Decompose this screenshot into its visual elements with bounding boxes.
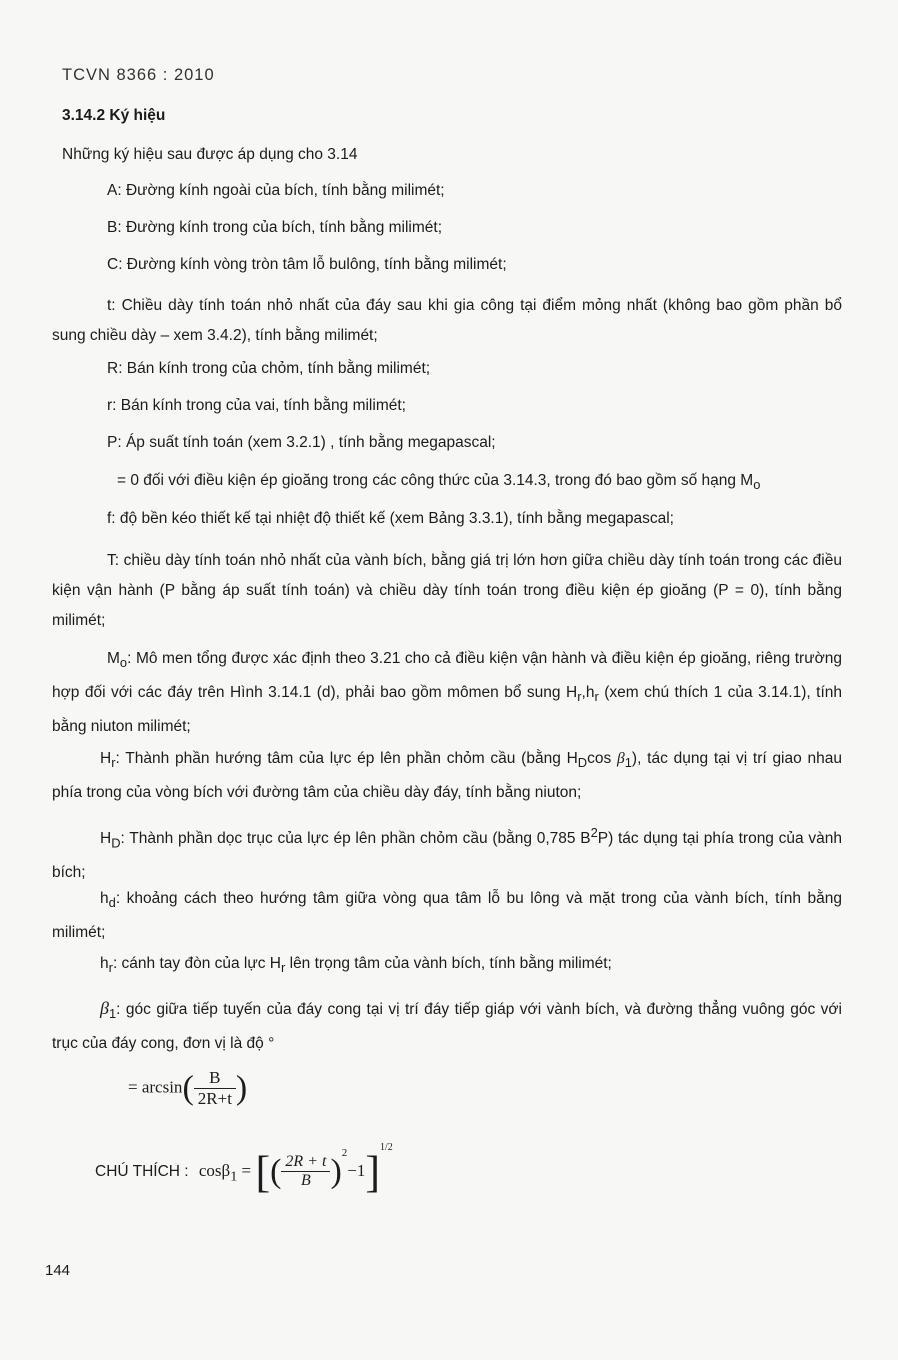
symbol-P: P: Áp suất tính toán (xem 3.2.1) , tính bằng megapascal;: [107, 434, 496, 451]
symbol-HD: $H_D$: Thành phần dọc trục của lực ép lên phần chỏm cầu (bằng 0,785 $B^2P$) tác dụng tại phía trong của vành bích;: [52, 825, 842, 882]
symbol-T: T: chiều dày tính toán nhỏ nhất của vành bích, bằng giá trị lớn hơn giữa chiều dày tính toán trong các điều kiện vận hành (P bằng áp suất tính toán) và chiều dày tính toán trong điều kiện ép gioăng (P = 0), tính bằng milimét;: [52, 552, 842, 629]
section-title: 3.14.2 Ký hiệu: [62, 107, 166, 124]
symbol-t: t: Chiều dày tính toán nhỏ nhất của đáy sau khi gia công tại điểm mỏng nhất (không bao gồm phần bổ sung chiều dày – xem 3.4.2), tính bằng milimét;: [52, 297, 842, 344]
symbol-R: R: Bán kính trong của chỏm, tính bằng milimét;: [107, 360, 431, 377]
intro-text: Những ký hiệu sau được áp dụng cho 3.14: [62, 146, 358, 163]
symbol-P-note: = 0 đối với điều kiện ép gioăng trong các công thức của 3.14.3, trong đó bao gồm số hạng $M_o$: [117, 472, 761, 493]
symbol-r: r: Bán kính trong của vai, tính bằng milimét;: [107, 397, 406, 414]
page-number: 144: [45, 1262, 71, 1279]
symbol-B: B: Đường kính trong của bích, tính bằng milimét;: [107, 219, 443, 236]
symbol-Hr: $H_r$: Thành phần hướng tâm của lực ép lên phần chỏm cầu (bằng $H_D\cos$ $\beta_1$), tác dụng tại vị trí giao nhau phía trong của vòng bích với đường tâm của chiều dày đáy, tính bằng niuton;: [52, 750, 842, 802]
symbol-hd: $h_d$: khoảng cách theo hướng tâm giữa vòng qua tâm lỗ bu lông và mặt trong của vành bích, tính bằng milimét;: [52, 890, 842, 942]
symbol-beta: $\beta_1$: góc giữa tiếp tuyến của đáy cong tại vị trí đáy tiếp giáp với vành bích, và đường thẳng vuông góc với trục của đáy cong, đơn vị là độ °: [52, 998, 842, 1053]
note-formula: CHÚ THÍCH : cosβ$_1$ = [( $\frac{2R + t}{B}$ )$^2$−1]$^{1/2}$: [95, 1142, 393, 1197]
symbol-f: f: độ bền kéo thiết kế tại nhiệt độ thiết kế (xem Bảng 3.3.1), tính bằng megapascal;: [107, 510, 674, 527]
formula-arcsin: = arcsin( $\frac{B}{2R+t}$ ): [128, 1068, 248, 1108]
symbol-Mo: $M_o$: Mô men tổng được xác định theo 3.21 cho cả điều kiện vận hành và điều kiện ép gioăng, riêng trường hợp đối với các đáy trên Hình 3.14.1 (d), phải bao gồm mômen bổ sung $H_r,h_r$ (xem chú thích 1 của 3.14.1), tính bằng niuton milimét;: [52, 650, 842, 736]
note-label: CHÚ THÍCH :: [95, 1163, 189, 1180]
symbol-C: C: Đường kính vòng tròn tâm lỗ bulông, tính bằng milimét;: [107, 256, 507, 273]
symbol-A: A: Đường kính ngoài của bích, tính bằng milimét;: [107, 182, 445, 199]
document-header: TCVN 8366 : 2010: [62, 66, 215, 84]
symbol-hr: $h_r$: cánh tay đòn của lực $H_r$ lên trọng tâm của vành bích, tính bằng milimét;: [100, 955, 612, 976]
